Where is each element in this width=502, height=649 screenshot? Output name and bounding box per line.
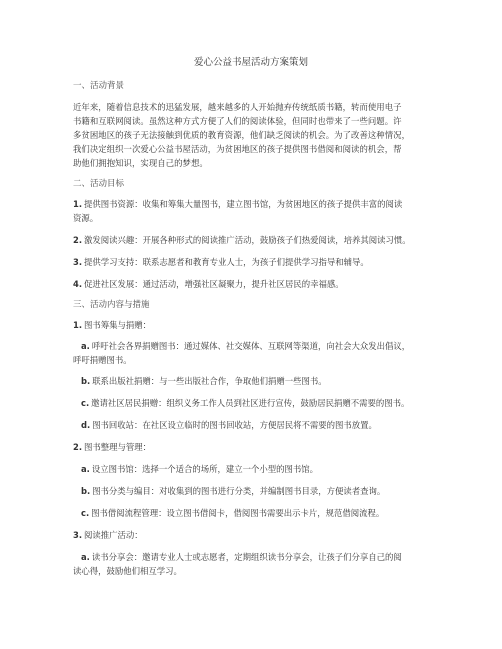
item-letter: d.: [81, 420, 91, 430]
group-heading: [73, 318, 435, 333]
goal-number: 2.: [73, 235, 83, 245]
goal-text: 激发阅读兴趣：开展各种形式的阅读推广活动，鼓励孩子们热爱阅读，培养其阅读习惯。: [84, 235, 411, 245]
list-item-continuation: 读心得，鼓励他们相互学习。: [73, 566, 182, 576]
goal-item: [73, 233, 435, 248]
goal-item: [73, 255, 435, 270]
goal-number: 4.: [73, 279, 83, 289]
section-heading-background: 一、活动背景: [73, 81, 125, 91]
list-item: [81, 418, 435, 433]
list-item: [81, 550, 435, 565]
document-title: 爱心公益书屋活动方案策划: [193, 57, 308, 68]
goal-continuation: 资源。: [73, 213, 99, 223]
item-text: 设立图书馆：选择一个适合的场所，建立一个小型的图书馆。: [91, 464, 318, 474]
list-item: [81, 484, 435, 499]
item-letter: b.: [81, 376, 91, 386]
item-text: 邀请社区居民捐赠：组织义务工作人员到社区进行宣传，鼓励居民捐赠不需要的图书。: [91, 398, 410, 408]
background-line: 助他们拥抱知识，实现自己的梦想。: [73, 158, 208, 168]
item-letter: a.: [81, 464, 90, 474]
item-text: 图书回收站：在社区设立临时的图书回收站，方便居民将不需要的图书放置。: [92, 420, 377, 430]
section-heading-content: 三、活动内容与措施: [73, 300, 150, 310]
group-heading: [73, 440, 435, 455]
item-letter: c.: [81, 398, 90, 408]
goal-number: 3.: [73, 257, 83, 267]
group-heading: [73, 528, 435, 543]
background-line: 多贫困地区的孩子无法接触到优质的教育资源，他们缺乏阅读的机会。为了改善这种情况，: [73, 130, 410, 140]
goal-item: [73, 197, 435, 212]
item-letter: b.: [81, 486, 91, 496]
group-number: 3.: [73, 530, 83, 540]
goal-item: [73, 277, 435, 292]
list-item: [81, 462, 435, 477]
item-text: 图书借阅流程管理：设立图书借阅卡，借阅图书需要出示卡片，规范借阅流程。: [91, 508, 385, 518]
goal-number: 1.: [73, 199, 83, 209]
background-line: 近年来，随着信息技术的迅猛发展，越来越多的人开始抛弃传统纸质书籍，转而使用电子: [73, 102, 402, 112]
item-letter: a.: [81, 552, 90, 562]
item-text: 联系出版社捐赠：与一些出版社合作，争取他们捐赠一些图书。: [92, 376, 327, 386]
item-letter: a.: [81, 341, 90, 351]
list-item-continuation: 呼吁捐赠图书。: [73, 355, 132, 365]
group-title: 阅读推广活动：: [84, 530, 143, 540]
background-line: 我们决定组织一次爱心公益书屋活动，为贫困地区的孩子提供图书借阅和阅读的机会，帮: [73, 144, 402, 154]
group-number: 2.: [73, 442, 83, 452]
goal-text: 促进社区发展：通过活动，增强社区凝聚力，提升社区居民的幸福感。: [84, 279, 344, 289]
group-number: 1.: [73, 320, 83, 330]
item-text: 呼吁社会各界捐赠图书：通过媒体、社交媒体、互联网等渠道，向社会大众发出倡议，: [91, 341, 411, 351]
list-item: [81, 374, 435, 389]
goal-text: 提供学习支持：联系志愿者和教育专业人士，为孩子们提供学习指导和辅导。: [84, 257, 369, 267]
item-text: 读书分享会：邀请专业人士或志愿者，定期组织读书分享会，让孩子们分享自己的阅: [91, 552, 402, 562]
section-heading-goals: 二、活动目标: [73, 179, 125, 189]
group-title: 图书整理与管理：: [84, 442, 152, 452]
item-letter: c.: [81, 508, 90, 518]
list-item: [81, 339, 435, 354]
list-item: [81, 506, 435, 521]
list-item: [81, 396, 435, 411]
background-line: 书籍和互联网阅读。虽然这种方式方便了人们的阅读体验，但同时也带来了一些问题。许: [73, 116, 402, 126]
item-text: 图书分类与编目：对收集到的图书进行分类，并编制图书目录，方便读者查询。: [92, 486, 386, 496]
goal-text: 提供图书资源：收集和筹集大量图书，建立图书馆，为贫困地区的孩子提供丰富的阅读: [84, 199, 403, 209]
group-title: 图书筹集与捐赠：: [84, 320, 152, 330]
